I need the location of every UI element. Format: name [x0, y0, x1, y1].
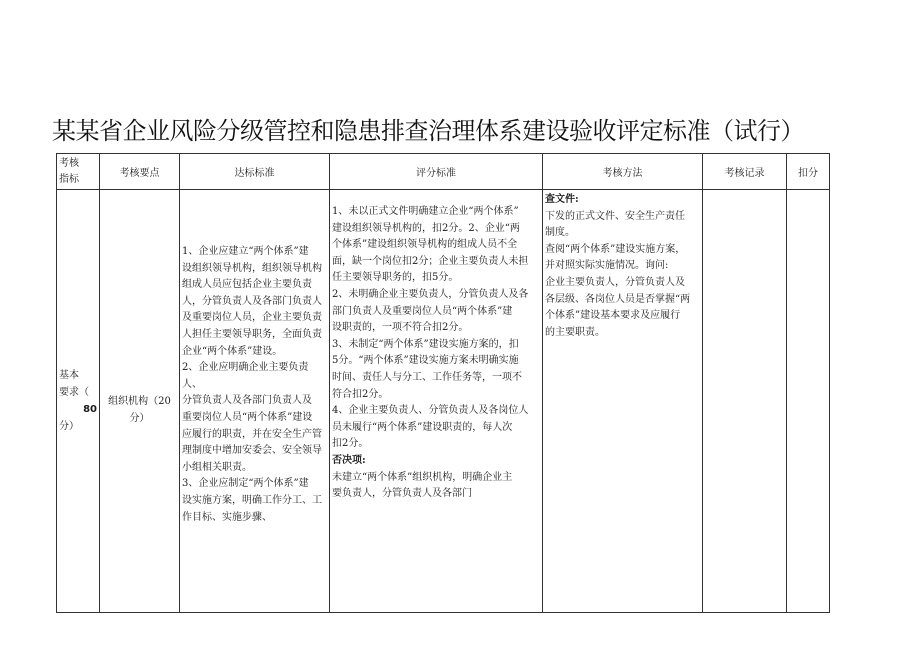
- indicator-line4: 分）: [59, 421, 79, 432]
- table-header-row: [57, 154, 830, 190]
- cell-scoring: [330, 190, 543, 613]
- indicator-line2: 要求（: [59, 387, 89, 398]
- header-indicator-line2: 指标: [59, 173, 79, 185]
- cell-indicator: [57, 190, 100, 613]
- cell-standard: [180, 190, 330, 613]
- indicator-line1: 基本: [59, 370, 79, 381]
- method-label: 查文件:: [545, 194, 579, 205]
- header-indicator-line1: 考核: [59, 157, 79, 169]
- cell-deduction: [787, 190, 830, 613]
- header-record: 考核记录: [703, 154, 787, 190]
- standard-text: 1、企业应建立“两个体系”建 设组织领导机构，组织领导机构 组成人员应包括企业主要负责 人，分管负责人及各部门负责人 及重要岗位人员，企业主要负责 人担任主要领导职务，全面负责 企业“两个体系”建设。 2、企业应明确企业主要负责人、 分管负责人及各部门负责人及 重要岗位人员“两个体系”建设 应履行的职责，并在安全生产管 理制度中增加安委会、安全领导 小组相关职责。 3、企业应制定“两个体系”建 设实施方案，明确工作分工、工 作目标、实施步骤、: [182, 246, 322, 523]
- scoring-text: 1、未以正式文件明确建立企业“两个体系” 建设组织领导机构的，扣2分。2、企业“两 个体系”建设组织领导机构的组成人员不全 面，缺一个岗位扣2分；企业主要负责人未担 任主要领导职务的，扣5分。 2、未明确企业主要负责人，分管负责人及各 部门负责人及重要岗位人员“两个体系”建 设职责的，一项不符合扣2分。 3、未制定“两个体系”建设实施方案的，扣 5分。“两个体系”建设实施方案未明确实施 时间、责任人与分工、工作任务等，一项不 符合扣2分。 4、企业主要负责人、分管负责人及各岗位人 员未履行“两个体系”建设职责的，每人次 扣2分。: [332, 206, 529, 450]
- indicator-points: 80: [83, 404, 97, 415]
- document-title: 某某省企业风险分级管控和隐患排查治理体系建设验收评定标准（试行）: [52, 117, 804, 145]
- cell-method: [543, 190, 703, 613]
- header-standard: 达标标准: [180, 154, 330, 190]
- header-method: 考核方法: [543, 154, 703, 190]
- cell-key-point: [100, 190, 180, 613]
- key-point-text: 组织机构（20 分）: [108, 396, 171, 424]
- scoring-veto-text: 未建立“两个体系”组织机构，明确企业主 要负责人，分管负责人及各部门: [332, 471, 513, 500]
- table-row: [57, 190, 830, 613]
- cell-record: [703, 190, 787, 613]
- method-text: 下发的正式文件、安全生产责任 制度。 查阅“两个体系”建设实施方案， 并对照实际实施情况。询问: 企业主要负责人，分管负责人及 各层级、各岗位人员是否掌握“两 个体系”建设基本要求及应履行 的主要职责。: [545, 210, 691, 338]
- header-deduction: 扣分: [787, 154, 830, 190]
- header-key-points: 考核要点: [100, 154, 180, 190]
- header-scoring: 评分标准: [330, 154, 543, 190]
- header-indicator: [57, 154, 100, 190]
- evaluation-table: [56, 153, 830, 613]
- scoring-veto-label: 否决项:: [332, 454, 366, 466]
